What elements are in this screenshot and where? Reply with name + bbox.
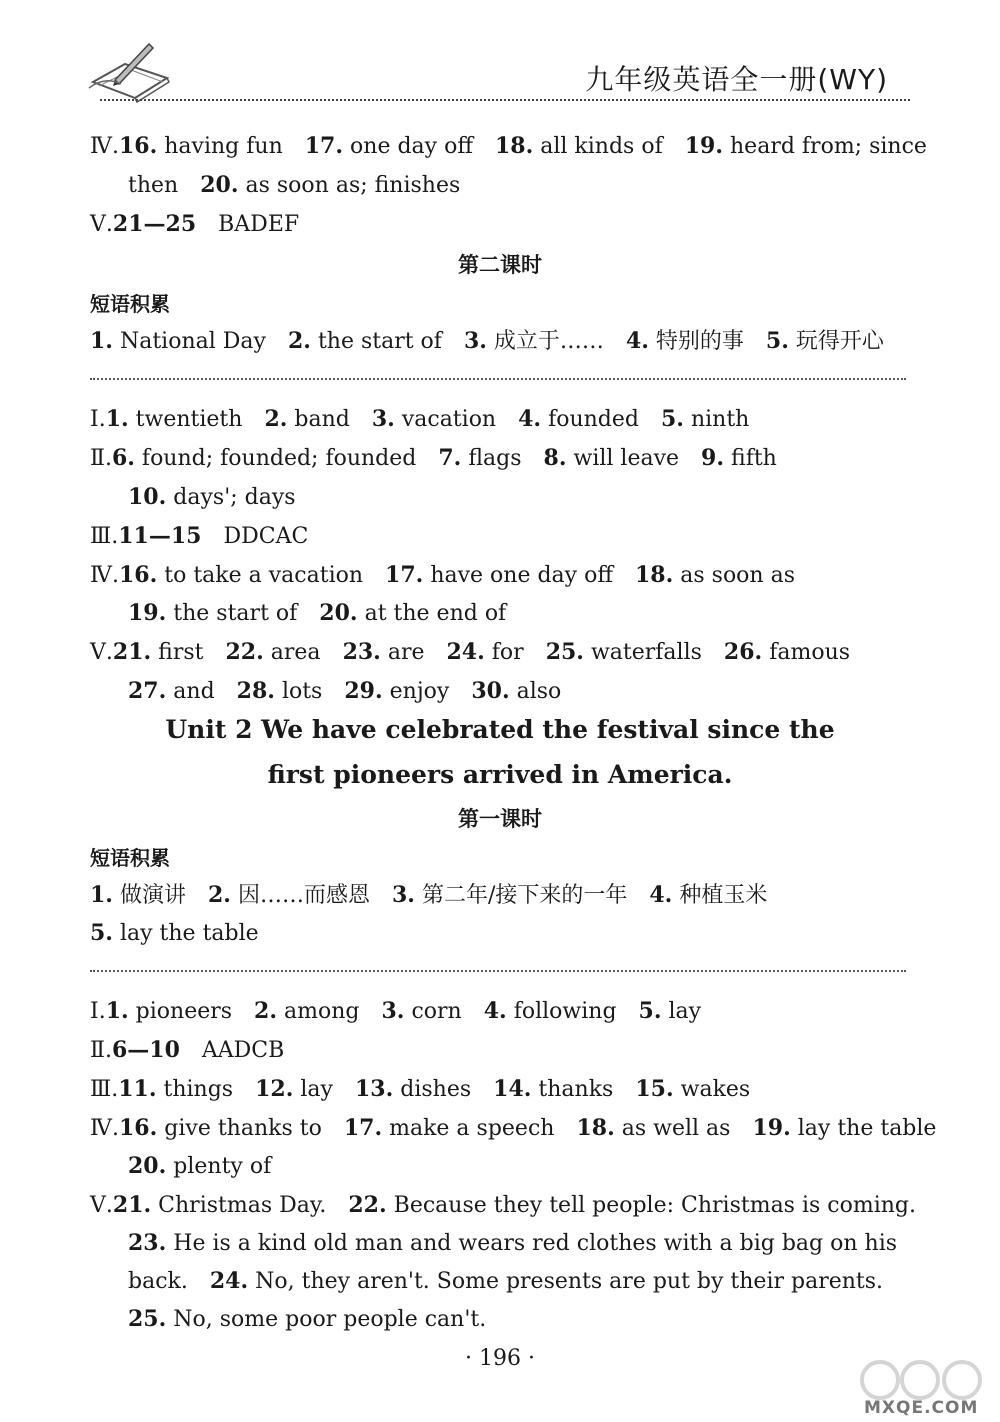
answer-text: make a speech [389, 1116, 555, 1141]
item-number: 26. [723, 639, 763, 665]
answer-line-u2-v-24 [128, 1266, 883, 1297]
watermark-text: MXQE.COM [864, 1398, 979, 1418]
item-number: 5. [661, 406, 684, 432]
item-number: 2. [254, 998, 278, 1024]
answer-text: heard from; since [730, 134, 927, 159]
item-number: 25. [545, 639, 584, 665]
item-number: 23. [342, 639, 381, 665]
roman-numeral: Ⅴ. [90, 212, 113, 237]
answer-text: twentieth [135, 407, 243, 432]
item-number: 8. [543, 445, 567, 471]
answer-line-u2-iv-cont [128, 1151, 271, 1182]
roman-numeral: Ⅳ. [90, 1116, 119, 1141]
answer-line-l2-iv-cont [128, 598, 506, 629]
answer-text: fifth [731, 446, 777, 471]
item-number: 2. [264, 406, 288, 432]
answer-text: Because they tell people: Christmas is coming. [393, 1193, 916, 1218]
phrase-text: 做演讲 [119, 883, 186, 908]
roman-numeral: Ⅳ. [90, 134, 119, 159]
item-number: 9. [701, 445, 725, 471]
answer-text: lay [668, 999, 702, 1024]
answer-text: No, they aren't. Some presents are put by their parents. [255, 1269, 884, 1294]
answer-line-u2-v [90, 1190, 916, 1221]
answer-text: for [491, 640, 524, 665]
roman-numeral: Ⅰ. [90, 999, 106, 1024]
roman-numeral: Ⅳ. [90, 563, 119, 588]
item-number: 3. [391, 882, 415, 908]
item-number: 5. [638, 998, 662, 1024]
phrase-text: 玩得开心 [795, 329, 884, 354]
answer-text: area [270, 640, 321, 665]
answer-line-u2-iv [90, 1113, 936, 1144]
answer-text: among [284, 999, 360, 1024]
item-number: 15. [635, 1076, 674, 1102]
answer-text: things [163, 1077, 234, 1102]
roman-numeral: Ⅲ. [90, 1077, 119, 1102]
answer-line-u2-i [90, 996, 701, 1027]
answer-text: have one day off [430, 563, 613, 588]
item-number: 16. [118, 1115, 158, 1141]
answer-text: days'; days [173, 485, 296, 510]
answer-text: having fun [164, 134, 283, 159]
pencil-book-icon [85, 38, 175, 104]
answer-line-l2-v-cont [128, 676, 561, 707]
item-number: 20. [128, 1153, 167, 1179]
answer-text: to take a vacation [164, 563, 364, 588]
answer-text: lay the table [797, 1116, 937, 1141]
item-number: 29. [344, 678, 383, 704]
answer-text: also [516, 679, 562, 704]
phrase-heading: 短语积累 [90, 292, 170, 316]
item-number: 13. [354, 1076, 394, 1102]
item-number: 3. [381, 998, 405, 1024]
item-number: 6. [111, 445, 135, 471]
answer-text: first [158, 640, 204, 665]
unit-title-line2: first pioneers arrived in America. [267, 760, 733, 789]
item-number: 4. [649, 882, 673, 908]
item-number: 30. [471, 678, 510, 704]
item-number: 20. [319, 600, 358, 626]
answer-text: founded [548, 407, 639, 432]
item-number: 3. [463, 328, 487, 354]
item-number: 4. [625, 328, 649, 354]
answer-text: found; founded; founded [141, 446, 417, 471]
item-number: 12. [255, 1076, 294, 1102]
answer-text: following [513, 999, 617, 1024]
item-number: 27. [128, 678, 167, 704]
phrase-text: National Day [119, 329, 266, 354]
answer-text: are [387, 640, 425, 665]
answer-line-a-v [90, 209, 299, 240]
answer-text: give thanks to [164, 1116, 322, 1141]
phrase-text: 因……而感恩 [237, 883, 370, 908]
unit-title-line1: Unit 2 We have celebrated the festival since the [165, 715, 835, 744]
phrase-text: 种植玉米 [679, 883, 768, 908]
answer-text: He is a kind old man and wears red clothes with a big bag on his [173, 1231, 898, 1256]
phrase-line [90, 918, 259, 949]
answer-text: pioneers [135, 999, 233, 1024]
answer-text: back. [128, 1269, 188, 1294]
item-number: 17. [385, 562, 424, 588]
item-number: 21. [112, 1192, 152, 1218]
item-number: 17. [304, 133, 344, 159]
answer-text: plenty of [173, 1154, 272, 1179]
item-number: 18. [634, 562, 674, 588]
answer-text: then [128, 173, 179, 198]
item-number: 1. [105, 998, 129, 1024]
answer-line-a-iv-cont [128, 170, 460, 201]
item-number: 5. [765, 328, 789, 354]
phrase-text: lay the table [119, 921, 259, 946]
roman-numeral: Ⅴ. [90, 640, 113, 665]
answer-text: band [294, 407, 350, 432]
item-number: 25. [128, 1306, 167, 1332]
item-number: 22. [348, 1192, 387, 1218]
answer-text: the start of [173, 601, 298, 626]
item-number: 19. [128, 600, 167, 626]
item-number: 16. [118, 133, 158, 159]
answer-line-l2-iii [90, 521, 308, 552]
answer-text: as soon as [680, 563, 795, 588]
answer-text: waterfalls [590, 640, 702, 665]
answer-line-l2-iv [90, 560, 795, 591]
item-range: 6—10 [111, 1037, 180, 1063]
item-number: 1. [90, 328, 113, 354]
answer-text: vacation [401, 407, 497, 432]
phrase-text: 成立于…… [493, 329, 604, 354]
roman-numeral: Ⅱ. [90, 446, 112, 471]
answer-line-l2-v [90, 637, 850, 668]
item-number: 24. [209, 1268, 249, 1294]
item-number: 18. [494, 133, 534, 159]
answer-line-u2-v-25 [128, 1304, 486, 1335]
answer-text: will leave [573, 446, 680, 471]
item-number: 23. [128, 1230, 167, 1256]
answer-text: as soon as; finishes [245, 173, 461, 198]
roman-numeral: Ⅴ. [90, 1193, 113, 1218]
roman-numeral: Ⅰ. [90, 407, 106, 432]
answer-text: dishes [400, 1077, 472, 1102]
item-number: 4. [483, 998, 507, 1024]
answer-line-u2-iii [90, 1074, 750, 1105]
phrase-text: the start of [317, 329, 442, 354]
answer-text: enjoy [389, 679, 450, 704]
roman-numeral: Ⅲ. [90, 524, 119, 549]
answer-line-u2-ii [90, 1035, 284, 1066]
item-number: 20. [200, 172, 239, 198]
answer-line-u2-v-23 [128, 1228, 897, 1259]
item-number: 3. [371, 406, 395, 432]
item-number: 4. [518, 406, 542, 432]
answer-text: ninth [690, 407, 750, 432]
item-number: 7. [438, 445, 462, 471]
item-number: 19. [684, 133, 724, 159]
item-number: 28. [236, 678, 275, 704]
item-number: 2. [207, 882, 231, 908]
answer-text: Christmas Day. [158, 1193, 327, 1218]
answer-text: all kinds of [540, 134, 663, 159]
item-number: 24. [446, 639, 485, 665]
answer-text: No, some poor people can't. [173, 1307, 487, 1332]
item-number: 11. [118, 1076, 157, 1102]
answer-text: one day off [350, 134, 473, 159]
item-number: 18. [576, 1115, 615, 1141]
answer-text: lay [300, 1077, 333, 1102]
answer-text: famous [769, 640, 851, 665]
item-number: 14. [493, 1076, 532, 1102]
item-range: 21—25 [112, 211, 197, 237]
answer-line-l2-i [90, 404, 749, 435]
answer-text: and [173, 679, 215, 704]
lesson-title: 第二课时 [458, 253, 542, 277]
answer-text: DDCAC [223, 524, 309, 549]
answer-text: AADCB [201, 1038, 285, 1063]
item-number: 21. [112, 639, 152, 665]
answer-text: wakes [680, 1077, 751, 1102]
roman-numeral: Ⅱ. [90, 1038, 112, 1063]
answer-text: thanks [538, 1077, 614, 1102]
answer-line-l2-ii [90, 443, 777, 474]
phrase-line [90, 880, 767, 911]
answer-text: corn [411, 999, 462, 1024]
item-number: 2. [287, 328, 311, 354]
item-number: 16. [118, 562, 158, 588]
item-number: 17. [343, 1115, 383, 1141]
answer-text: flags [468, 446, 522, 471]
dotted-divider [90, 970, 906, 972]
lesson-title: 第一课时 [458, 807, 542, 831]
header-title: 九年级英语全一册(WY) [585, 63, 888, 96]
phrase-text: 特别的事 [655, 329, 744, 354]
phrase-heading: 短语积累 [90, 846, 170, 870]
answer-text: at the end of [364, 601, 507, 626]
answer-line-l2-ii-cont [128, 482, 296, 513]
item-range: 11—15 [118, 523, 202, 549]
item-number: 10. [128, 484, 167, 510]
page-number: · 196 · [465, 1346, 535, 1371]
phrase-line [90, 326, 884, 357]
item-number: 22. [225, 639, 264, 665]
answer-text: BADEF [218, 212, 300, 237]
dotted-divider [90, 378, 906, 380]
answer-text: as well as [621, 1116, 731, 1141]
page-header [0, 0, 1000, 112]
answer-line-a-iv [90, 131, 927, 162]
answer-text: lots [281, 679, 323, 704]
phrase-text: 第二年/接下来的一年 [421, 883, 628, 908]
item-number: 5. [90, 920, 113, 946]
header-divider [100, 99, 910, 101]
item-number: 19. [752, 1115, 791, 1141]
item-number: 1. [105, 406, 129, 432]
item-number: 1. [90, 882, 113, 908]
